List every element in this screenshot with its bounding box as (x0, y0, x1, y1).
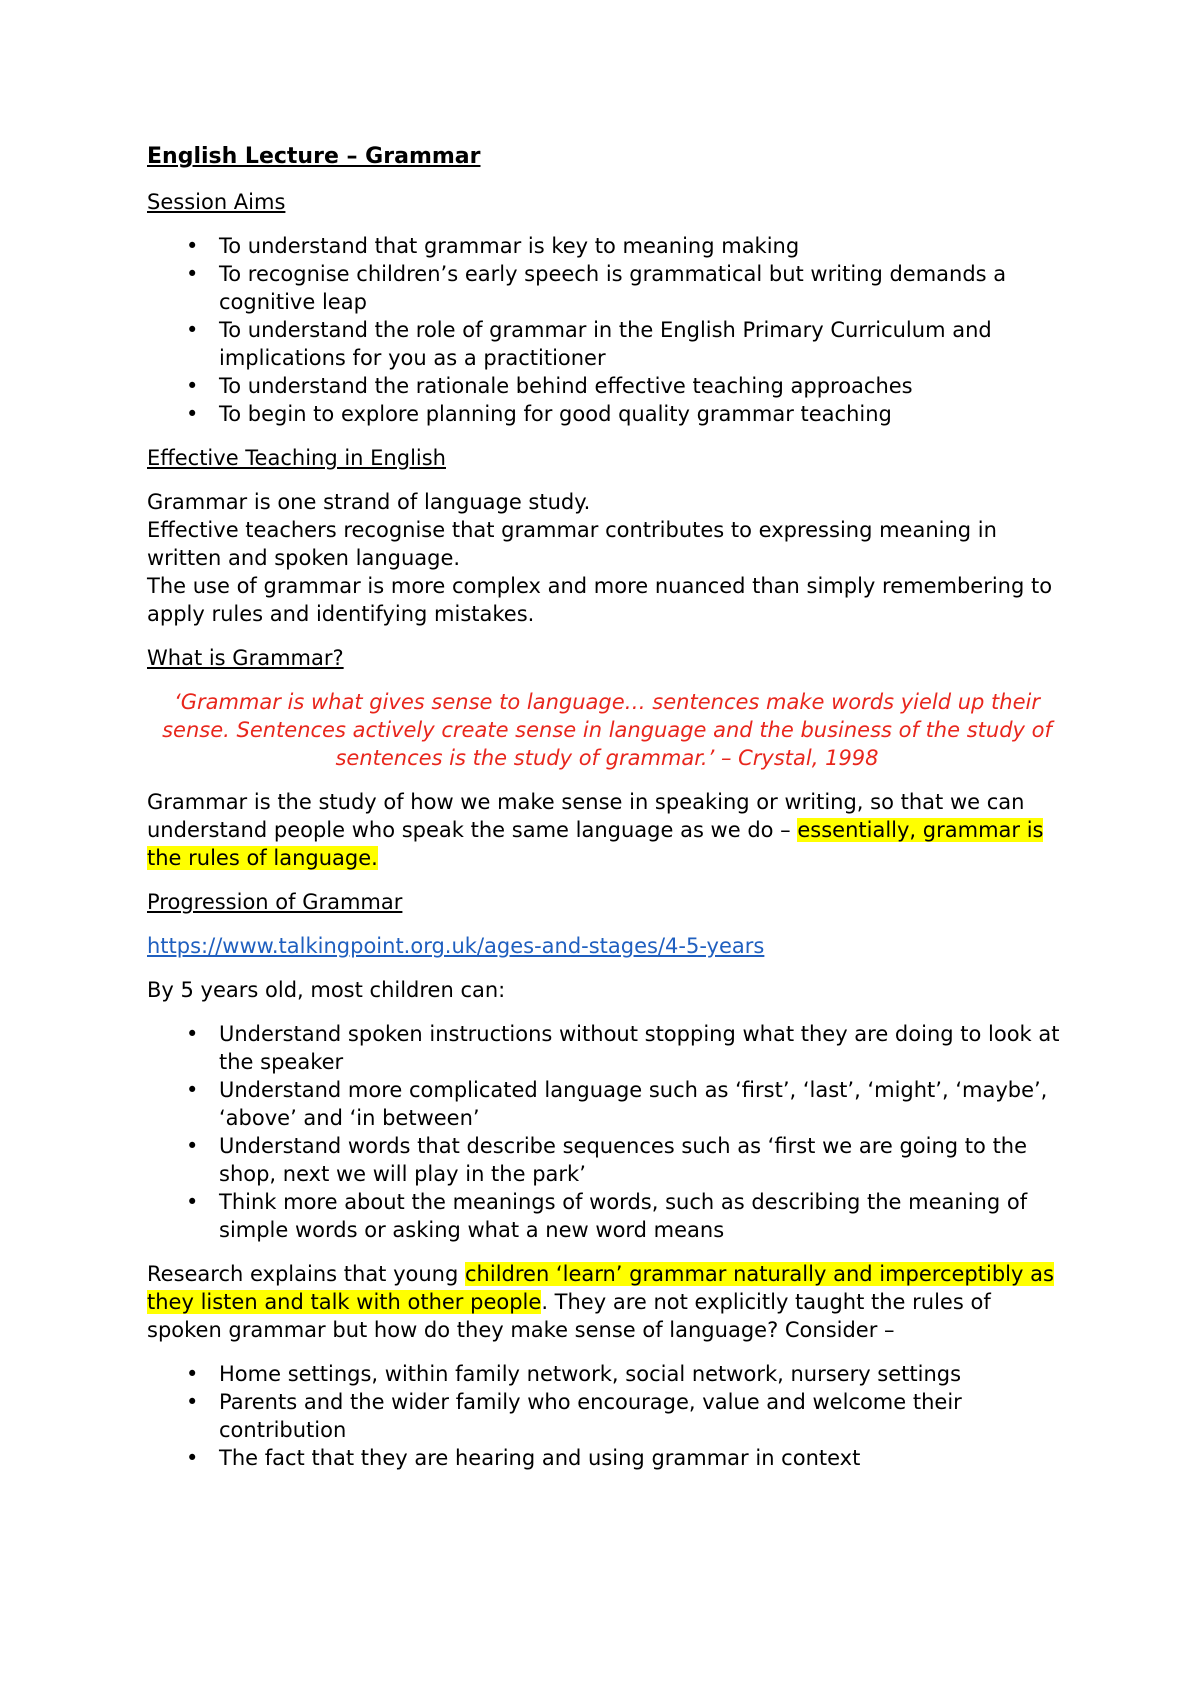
bullet-icon: • (186, 318, 199, 342)
progression-list (147, 1020, 1067, 1244)
bullet-icon: • (186, 262, 199, 286)
talkingpoint-link[interactable]: https://www.talkingpoint.org.uk/ages-and-stages/4-5-years (147, 934, 765, 958)
bullet-icon: • (186, 1022, 199, 1046)
session-aims-heading: Session Aims (147, 190, 286, 214)
effective-teaching-heading: Effective Teaching in English (147, 446, 446, 470)
bullet-icon: • (186, 1390, 199, 1414)
session-aims-list (147, 232, 1067, 428)
list-item: • Parents and the wider family who encourage, value and welcome their contribution (186, 1390, 962, 1442)
paragraph-line: Effective teachers recognise that grammar contributes to expressing meaning in written and spoken language. (147, 518, 997, 570)
list-item: • To begin to explore planning for good quality grammar teaching (186, 402, 892, 426)
list-item: • Understand more complicated language such as ‘first’, ‘last’, ‘might’, ‘maybe’, ‘above’ and ‘in between’ (186, 1078, 1048, 1130)
definition-paragraph: Grammar is the study of how we make sense in speaking or writing, so that we can understand people who speak the same language as we do – essentially, grammar is the rules of language. (147, 790, 1044, 870)
highlighted-text: children ‘learn’ grammar naturally and imperceptibly as they listen and talk with other people (147, 1262, 1054, 1314)
bullet-icon: • (186, 234, 199, 258)
paragraph-line: Grammar is one strand of language study. (147, 490, 591, 514)
list-item: • Understand spoken instructions without stopping what they are doing to look at the speaker (186, 1022, 1060, 1074)
bullet-icon: • (186, 374, 199, 398)
bullet-icon: • (186, 402, 199, 426)
bullet-icon: • (186, 1078, 199, 1102)
list-item: • Understand words that describe sequences such as ‘first we are going to the shop, next we will play in the park’ (186, 1134, 1028, 1186)
progression-intro: By 5 years old, most children can: (147, 978, 506, 1002)
list-item: • To understand that grammar is key to meaning making (186, 234, 800, 258)
list-item: • To understand the rationale behind effective teaching approaches (186, 374, 913, 398)
document-body (147, 142, 1067, 1488)
document-title: English Lecture – Grammar (147, 144, 481, 169)
list-item: • To understand the role of grammar in the English Primary Curriculum and implications for you as a practitioner (186, 318, 992, 370)
list-item: • Home settings, within family network, social network, nursery settings (186, 1362, 962, 1386)
bullet-icon: • (186, 1446, 199, 1470)
what-is-grammar-heading: What is Grammar? (147, 646, 344, 670)
crystal-quote: ‘Grammar is what gives sense to language… sentences make words yield up their sense. Sentences actively create sense in language and the business of the study of sentences is the study of grammar.’ – Crystal, 1998 (162, 690, 1052, 770)
list-item: • Think more about the meanings of words, such as describing the meaning of simple words or asking what a new word means (186, 1190, 1028, 1242)
paragraph-line: The use of grammar is more complex and more nuanced than simply remembering to apply rules and identifying mistakes. (147, 574, 1053, 626)
research-list (147, 1360, 1067, 1472)
research-paragraph: Research explains that young children ‘learn’ grammar naturally and imperceptibly as they listen and talk with other people. They are not explicitly taught the rules of spoken grammar but how do they make sense of language? Consider – (147, 1262, 1054, 1342)
progression-heading: Progression of Grammar (147, 890, 403, 914)
bullet-icon: • (186, 1134, 199, 1158)
list-item: • The fact that they are hearing and using grammar in context (186, 1446, 861, 1470)
bullet-icon: • (186, 1362, 199, 1386)
effective-teaching-paragraph (147, 488, 1067, 628)
bullet-icon: • (186, 1190, 199, 1214)
highlighted-text: essentially, grammar is the rules of language. (147, 818, 1044, 870)
list-item: • To recognise children’s early speech is grammatical but writing demands a cognitive leap (186, 262, 1007, 314)
